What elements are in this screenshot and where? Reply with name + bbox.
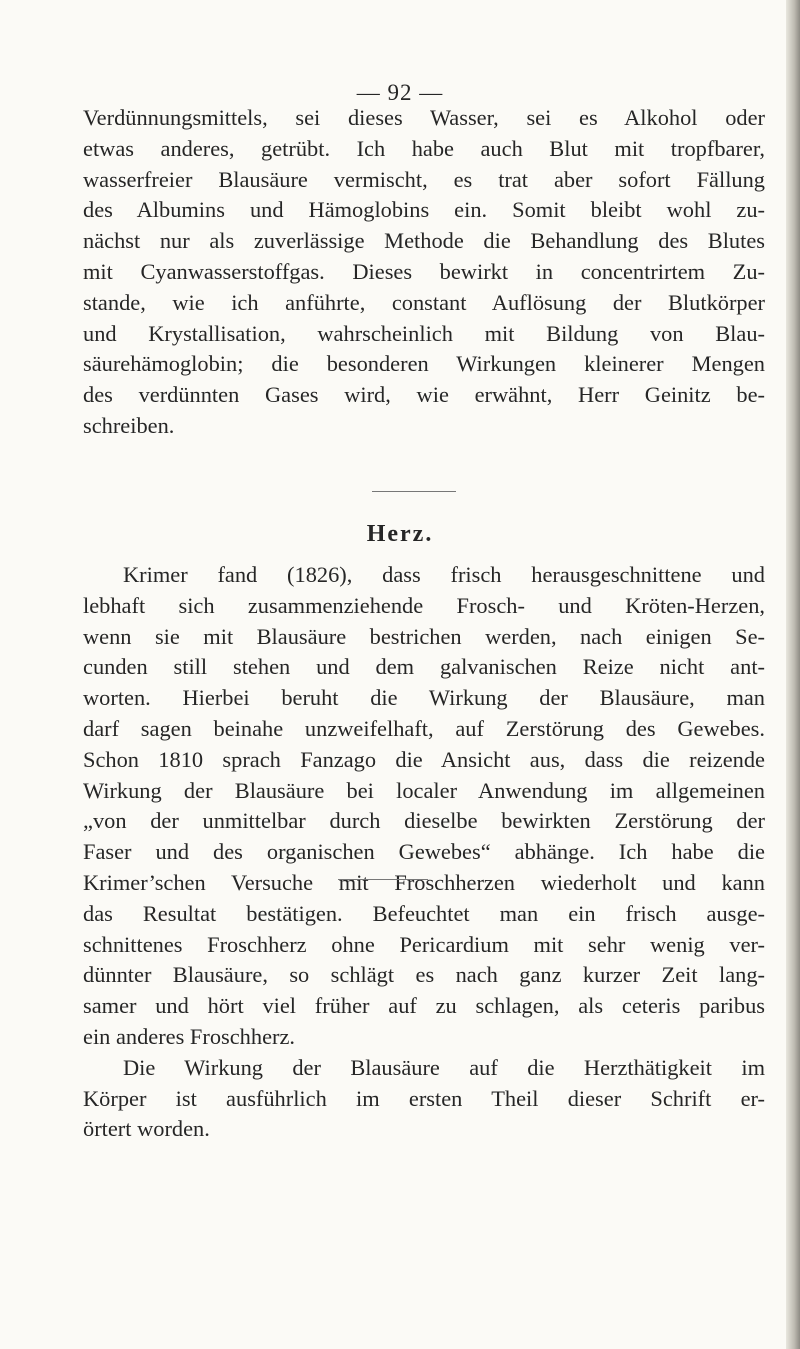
text-line: dünnter Blausäure, so schlägt es nach ganz kurzer Zeit lang- (83, 962, 765, 988)
text-line: des verdünnten Gases wird, wie erwähnt, Herr Geinitz be- (83, 382, 765, 408)
text-line: worten. Hierbei beruht die Wirkung der Blausäure, man (83, 685, 765, 711)
section-body (83, 560, 765, 1145)
text-line: des Albumins und Hämoglobins ein. Somit bleibt wohl zu- (83, 197, 765, 223)
section-heading: Herz. (366, 521, 434, 547)
text-line: Schon 1810 sprach Fanzago die Ansicht aus, dass die reizende (83, 746, 765, 772)
text-line: säurehämoglobin; die besonderen Wirkungen kleinerer Mengen (83, 351, 765, 377)
text-line: Wirkung der Blausäure bei localer Anwendung im allgemeinen (83, 777, 765, 803)
text-line: örtert worden. (83, 1116, 210, 1142)
text-line: stande, wie ich anführte, constant Auflösung der Blutkörper (83, 289, 765, 315)
text-line: samer und hört viel früher auf zu schlagen, als ceteris paribus (83, 993, 765, 1019)
text-line: wenn sie mit Blausäure bestrichen werden, nach einigen Se- (83, 623, 765, 649)
text-line: nächst nur als zuverlässige Methode die Behandlung des Blutes (83, 228, 765, 254)
text-line: mit Cyanwasserstoffgas. Dieses bewirkt in concentrirtem Zu- (83, 258, 765, 284)
text-line: cunden still stehen und dem galvanischen Reize nicht ant- (83, 654, 765, 680)
text-line: und Krystallisation, wahrscheinlich mit Bildung von Blau- (83, 320, 765, 346)
end-divider (338, 879, 428, 880)
page-number: — 92 — (356, 80, 444, 105)
text-line: Faser und des organischen Gewebes“ abhänge. Ich habe die (83, 839, 765, 865)
text-line: das Resultat bestätigen. Befeuchtet man ein frisch ausge- (83, 900, 765, 926)
book-spine-shadow (786, 0, 800, 1349)
text-line: wasserfreier Blausäure vermischt, es trat aber sofort Fällung (83, 166, 765, 192)
text-line: etwas anderes, getrübt. Ich habe auch Blut mit tropfbarer, (83, 135, 765, 161)
text-line: „von der unmittelbar durch dieselbe bewirkten Zerstörung der (83, 808, 765, 834)
text-line: Krimer’schen Versuche mit Froschherzen wiederholt und kann (83, 869, 765, 895)
paragraph-continuation (83, 103, 765, 442)
text-line: Krimer fand (1826), dass frisch herausgeschnittene und (123, 562, 765, 587)
text-line: schreiben. (83, 412, 175, 438)
text-line: schnittenes Froschherz ohne Pericardium mit sehr wenig ver- (83, 931, 765, 957)
text-line: ein anderes Froschherz. (83, 1023, 296, 1049)
text-line: Verdünnungsmittels, sei dieses Wasser, sei es Alkohol oder (83, 105, 765, 130)
text-line: lebhaft sich zusammenziehende Frosch- und Kröten-Herzen, (83, 592, 765, 618)
section-divider (372, 491, 456, 492)
text-line: Körper ist ausführlich im ersten Theil dieser Schrift er- (83, 1085, 765, 1111)
text-line: Die Wirkung der Blausäure auf die Herzthätigkeit im (123, 1054, 765, 1080)
text-line: darf sagen beinahe unzweifelhaft, auf Zerstörung des Gewebes. (83, 715, 765, 741)
